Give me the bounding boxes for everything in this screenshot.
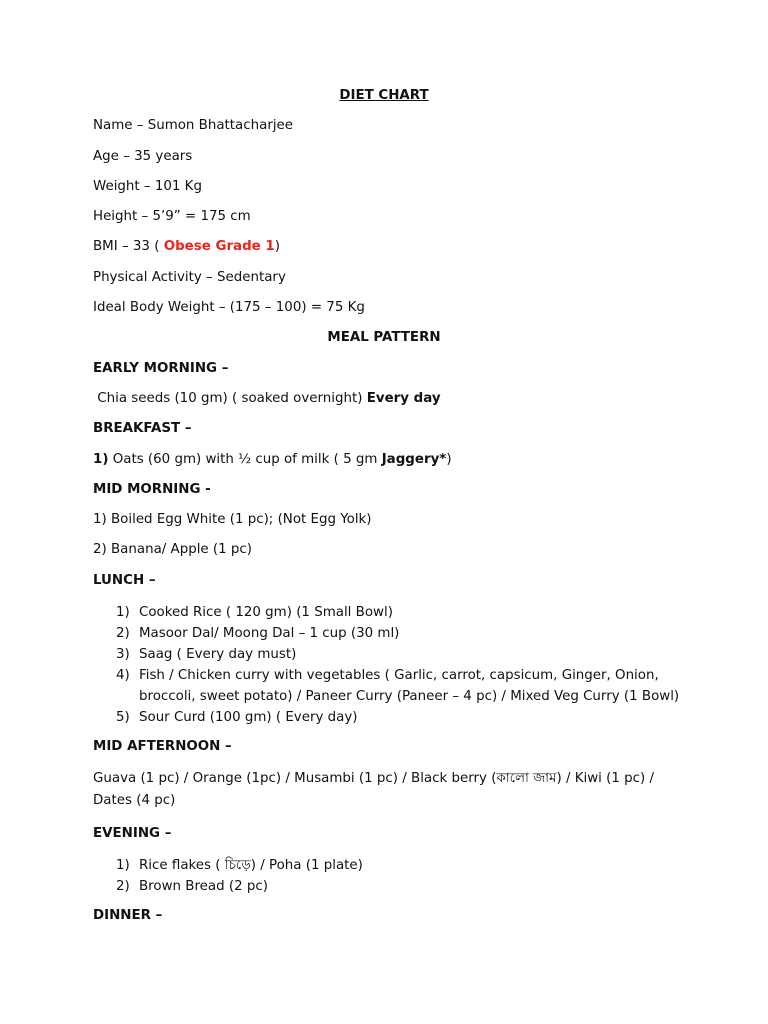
- patient-bmi: [93, 238, 693, 256]
- evening-heading: EVENING –: [93, 825, 172, 841]
- list-item: [93, 876, 693, 897]
- list-item: [93, 623, 693, 644]
- meal-pattern-heading: MEAL PATTERN: [327, 330, 441, 346]
- mid-afternoon-item: Guava (1 pc) / Orange (1pc) / Musambi (1 pc) / Black berry (কালো জাম) / Kiwi (1 pc) / Dates (4 pc): [93, 771, 654, 809]
- list-item-text: Cooked Rice ( 120 gm) (1 Small Bowl): [139, 605, 393, 621]
- early-morning-item: [93, 390, 693, 408]
- mid-morning-item: 1) Boiled Egg White (1 pc); (Not Egg Yolk): [93, 512, 372, 528]
- mid-morning-item: 2) Banana/ Apple (1 pc): [93, 542, 253, 558]
- patient-age: Age – 35 years: [93, 148, 193, 164]
- ideal-body-weight: Ideal Body Weight – (175 – 100) = 75 Kg: [93, 300, 365, 316]
- bmi-classification: Obese Grade 1: [163, 239, 275, 255]
- list-item-number: 1): [116, 605, 130, 621]
- early-morning-frequency: Every day: [366, 390, 441, 406]
- breakfast-item-suffix: ): [446, 451, 452, 467]
- bmi-suffix: ): [274, 239, 280, 255]
- diet-chart-document: [93, 87, 693, 925]
- list-item-text: Fish / Chicken curry with vegetables ( Garlic, carrot, capsicum, Ginger, Onion, broccoli, sweet potato) / Paneer Curry (Paneer – 4 pc) / Mixed Veg Curry (1 Bowl): [139, 668, 680, 705]
- lunch-heading: LUNCH –: [93, 572, 156, 588]
- breakfast-item-number: 1): [93, 451, 109, 467]
- breakfast-item-jaggery: Jaggery*: [381, 451, 447, 467]
- breakfast-item-text: Oats (60 gm) with ½ cup of milk ( 5 gm: [108, 451, 382, 467]
- document-title: DIET CHART: [339, 88, 429, 103]
- patient-name: Name – Sumon Bhattacharjee: [93, 118, 294, 134]
- list-item-text: Rice flakes ( চিড়ে) / Poha (1 plate): [139, 857, 363, 873]
- list-item-number: 3): [116, 647, 130, 663]
- breakfast-heading: BREAKFAST –: [93, 421, 192, 437]
- list-item-text: Sour Curd (100 gm) ( Every day): [139, 710, 358, 726]
- list-item: [93, 665, 693, 707]
- list-item-number: 4): [116, 668, 130, 684]
- list-item-number: 1): [116, 857, 130, 873]
- patient-weight: Weight – 101 Kg: [93, 178, 202, 194]
- list-item: [93, 602, 693, 623]
- list-item: [93, 644, 693, 665]
- bmi-prefix: BMI – 33 (: [93, 239, 164, 255]
- list-item-text: Brown Bread (2 pc): [139, 878, 268, 894]
- dinner-heading: DINNER –: [93, 907, 163, 923]
- early-morning-heading: EARLY MORNING –: [93, 360, 229, 376]
- list-item-text: Saag ( Every day must): [139, 647, 297, 663]
- evening-list: [93, 855, 693, 897]
- mid-morning-heading: MID MORNING -: [93, 481, 211, 497]
- lunch-list: [93, 602, 693, 728]
- list-item-number: 5): [116, 710, 130, 726]
- list-item-number: 2): [116, 878, 130, 894]
- mid-afternoon-heading: MID AFTERNOON –: [93, 739, 232, 755]
- early-morning-text: Chia seeds (10 gm) ( soaked overnight): [93, 390, 367, 406]
- physical-activity: Physical Activity – Sedentary: [93, 269, 286, 285]
- list-item: [93, 707, 693, 728]
- list-item: [93, 855, 693, 876]
- patient-height: Height – 5’9” = 175 cm: [93, 209, 251, 225]
- list-item-text: Masoor Dal/ Moong Dal – 1 cup (30 ml): [139, 626, 400, 642]
- list-item-number: 2): [116, 626, 130, 642]
- breakfast-item: [93, 451, 693, 469]
